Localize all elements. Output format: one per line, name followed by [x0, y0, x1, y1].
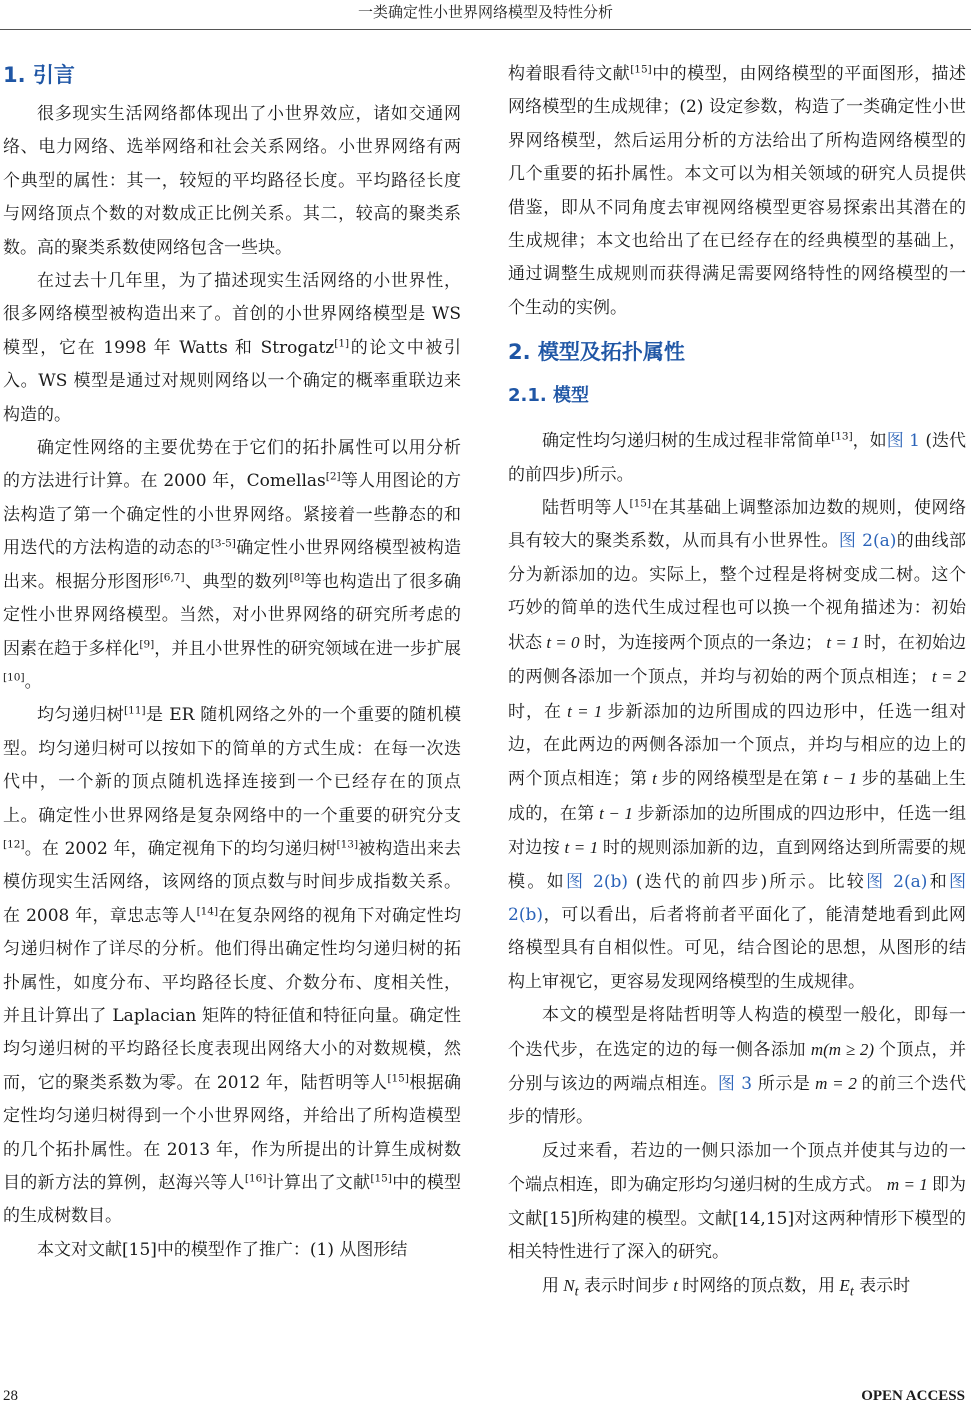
text-run: 在复杂网络的视角下对确定性均匀递归树作了详尽的分析。他们得出确定性均匀递归树的拓扑属性，如度分布、平均路径长度、介数分布、度相关性，并且计算出了 Laplacian 矩阵的特征值和特征向量。确定性均匀递归树的平均路径长度表现出网络大小的对数规模，然而，它的聚类系数为零。在 2012 年，陆哲明等人 — [3, 905, 462, 1093]
paragraph-9 — [508, 1135, 966, 1270]
text-run: 计算出了文献 — [266, 1173, 371, 1193]
math-inline: m = 2 — [810, 1073, 862, 1093]
paragraph-1: 很多现实生活网络都体现出了小世界效应，诸如交通网络、电力网络、选举网络和社会关系网络。小世界网络有两个典型的属性：其一，较短的平均路径长度。平均路径长度与网络顶点个数的对数成正比例关系。其二，较高的聚类系数。高的聚类系数使网络包含一些块。 — [3, 104, 461, 258]
citation-ref[interactable]: [12] — [3, 838, 25, 851]
text-run: 时网络的顶点数，用 — [682, 1276, 836, 1297]
text-run: 步新添加的边所围成的四边形中，任选一组对边，在此两边的两侧各添加一个顶点，并均与相应的边上的两个顶点相连；第 — [508, 701, 967, 790]
text-run: 所示是 — [752, 1073, 811, 1094]
math-inline: m = 1 — [882, 1175, 932, 1195]
figure-3-link[interactable]: 图 3 — [717, 1073, 753, 1094]
text-run: 。 — [24, 671, 42, 692]
page-footer — [0, 1388, 971, 1410]
text-run: 表示时 — [853, 1276, 911, 1297]
math-inline: t = 0 — [542, 632, 584, 652]
math-subscript: t — [849, 1283, 854, 1300]
math-inline: t = 1 — [822, 632, 864, 652]
text-run: 是 ER 随机网络之外的一个重要的随机模型。均匀递归树可以按如下的简单的方式生成：在每一次迭代中，一个新的顶点随机选择连接到一个已经存在的顶点上。确定性小世界网络是复杂网络中的一个重要的研究分支 — [3, 705, 461, 826]
paragraph-7 — [508, 492, 966, 999]
text-run: ，如 — [852, 431, 887, 452]
open-access-label: OPEN ACCESS — [861, 1388, 965, 1404]
citation-ref[interactable]: [3-5] — [210, 537, 236, 550]
citation-ref[interactable]: [8] — [289, 571, 305, 584]
subsection-2-1-heading: 2.1. 模型 — [508, 385, 589, 407]
paragraph-6 — [508, 425, 966, 492]
math-subscript: t — [574, 1283, 579, 1300]
text-run: 时，为连接两个顶点的一条边； — [583, 632, 823, 653]
text-run: 步的基础上生成的，在第 — [508, 769, 967, 824]
math-inline: t = 1 — [559, 838, 603, 858]
citation-ref[interactable]: [16] — [244, 1172, 267, 1185]
text-run: 确定性网络的主要优势在于它们的拓扑属性可以用分析的方法进行计算。在 2000 年，Comellas — [3, 438, 461, 492]
text-run: 、典型的数列 — [184, 571, 290, 592]
text-run: ，可以看出，后者将前者平面化了，能清楚地看到此网络模型具有自相似性。可见，结合图论的思想，从图形的结构上审视它，更容易发现网络模型的生成规律。 — [508, 904, 966, 992]
math-inline: t − 1 — [594, 803, 638, 823]
citation-ref[interactable]: [6,7] — [159, 571, 185, 584]
text-run: 确定性均匀递归树的生成过程非常简单 — [542, 431, 832, 452]
text-run: 等人用图论的方法构造了第一个确定性的小世界网络。紧接着一些静态的和用迭代的方法构造的动态的 — [3, 471, 462, 559]
citation-ref[interactable]: [15] — [630, 63, 652, 76]
citation-ref[interactable]: [15] — [370, 1172, 392, 1185]
paragraph-2 — [3, 265, 461, 432]
citation-ref[interactable]: [14] — [196, 905, 219, 918]
math-inline: t = 2 — [927, 667, 967, 687]
text-run: 反过来看，若边的一侧只添加一个顶点并使其与边的一个端点相连，即为确定形均匀递归树的生成方式。 — [508, 1140, 966, 1196]
left-column — [3, 58, 461, 1267]
math-inline: N — [559, 1276, 575, 1296]
text-run: 。在 2002 年，确定视角下的均匀递归树 — [24, 838, 337, 859]
running-header — [0, 0, 971, 30]
paragraph-8 — [508, 999, 966, 1135]
figure-2a-link[interactable]: 图 2(a) — [838, 531, 897, 552]
text-run: 陆哲明等人 — [542, 498, 630, 519]
running-title: 一类确定性小世界网络模型及特性分析 — [357, 3, 613, 21]
text-run: 时的规则添加新的边，直到网络达到所需要的规模。如 — [508, 838, 967, 892]
text-run: 等也构造出了很多确定性小世界网络模型。当然，对小世界网络的研究所考虑的因素在趋于多样化 — [3, 571, 462, 659]
text-run: 中的模型的生成树数目。 — [3, 1173, 462, 1227]
text-run: 个顶点，并分别与该边的两端点相连。 — [508, 1039, 966, 1094]
citation-ref[interactable]: [2] — [325, 470, 341, 483]
text-run: 的前三个迭代步的情形。 — [508, 1073, 967, 1128]
math-inline: t − 1 — [818, 769, 862, 789]
math-inline: m(m ≥ 2) — [806, 1039, 879, 1059]
text-run: 本文的模型是将陆哲明等人构造的模型一般化，即每一个迭代步，在选定的边的每一侧各添加 — [508, 1005, 966, 1060]
math-inline: t — [647, 769, 662, 789]
paragraph-5-start: 本文对文献[15]中的模型作了推广：(1) 从图形结 — [37, 1239, 408, 1260]
citation-ref[interactable]: [13] — [336, 838, 359, 851]
figure-1-link[interactable]: 图 1 — [886, 431, 920, 452]
citation-ref[interactable]: [1] — [334, 337, 350, 350]
text-run: 被构造出来去模仿现实生活网络，该网络的顶点数与时间步成指数关系。在 2008 年，章忠志等人 — [3, 838, 461, 926]
figure-2b-link[interactable]: 图 2(b) — [565, 871, 628, 892]
right-column — [508, 58, 966, 1309]
text-run: 在过去十几年里，为了描述现实生活网络的小世界性，很多网络模型被构造出来了。首创的小世界网络模型是 WS 模型，它在 1998 年 Watts 和 Strogatz — [3, 271, 461, 358]
math-inline: t = 1 — [561, 701, 608, 721]
text-run: ，并且小世界性的研究领域在进一步扩展 — [154, 638, 462, 659]
text-run: (迭代的前四步)所示。比较 — [627, 871, 867, 892]
text-run: 时，在 — [508, 701, 562, 722]
math-inline: t — [668, 1276, 683, 1296]
text-run: 步的网络模型是在第 — [661, 769, 819, 790]
figure-2a-link[interactable]: 图 2(a) — [866, 871, 928, 892]
citation-ref[interactable]: [11] — [124, 704, 146, 717]
text-run: 表示时间步 — [578, 1276, 669, 1297]
citation-ref[interactable]: [15] — [629, 497, 652, 510]
citation-ref[interactable]: [10] — [3, 671, 25, 684]
text-run: (迭代的前四步)所示。 — [508, 431, 966, 485]
text-run: 的论文中被引入。WS 模型是通过对规则网络以一个确定的概率重联边来构造的。 — [3, 337, 461, 425]
text-run: 用 — [542, 1276, 559, 1297]
text-run: 和 — [927, 871, 950, 892]
citation-ref[interactable]: [15] — [387, 1072, 409, 1085]
paragraph-4 — [3, 699, 461, 1234]
figure-2b-link[interactable]: 图 2(b) — [508, 871, 967, 925]
text-run: 确定性小世界网络模型被构造出来。根据分形图形 — [3, 538, 462, 592]
citation-ref[interactable]: [9] — [139, 637, 155, 650]
text-run: 中的模型，由网络模型的平面图形，描述网络模型的生成规律；(2) 设定参数，构造了一类确定性小世界网络模型，然后运用分析的方法给出了所构造网络模型的几个重要的拓扑属性。本文可以为相关领域的研究人员提供借鉴，即从不同角度去审视网络模型更容易探索出其潜在的生成规律；本文也给出了在已经存在的经典模型的基础上，通过调整生成规则而获得满足需要网络特性的网络模型的一个生动的实例。 — [508, 64, 966, 318]
page-number: 28 — [3, 1388, 18, 1404]
text-run: 在其基础上调整添加边数的规则，使网络具有较大的聚类系数，从而具有小世界性。 — [508, 498, 967, 552]
paragraph-5-cont — [508, 58, 966, 325]
text-run: 时，在初始边的两侧各添加一个顶点，并均与初始的两个顶点相连； — [508, 632, 966, 688]
text-run: 即为文献[15]所构建的模型。文献[14,15]对这两种情形下模型的相关特性进行了深入的研究。 — [508, 1175, 967, 1262]
section-2-heading: 2. 模型及拓扑属性 — [508, 340, 685, 365]
paragraph-3 — [3, 432, 461, 699]
paragraph-10 — [508, 1269, 966, 1309]
text-run: 的曲线部分为新添加的边。实际上，整个过程是将树变成二树。这个巧妙的简单的迭代生成过程也可以换一个视角描述为：初始状态 — [508, 531, 967, 653]
math-inline: E — [835, 1276, 850, 1296]
text-run: 步新添加的边所围成的四边形中，任选一组对边按 — [508, 803, 967, 859]
section-1-heading: 1. 引言 — [3, 63, 75, 87]
citation-ref[interactable]: [13] — [831, 430, 853, 443]
text-run: 构着眼看待文献 — [508, 64, 631, 84]
text-run: 根据确定性均匀递归树得到一个小世界网络，并给出了所构造模型的几个拓扑属性。在 2013 年，作为所提出的计算生成树数目的新方法的算例，赵海兴等人 — [3, 1072, 461, 1193]
text-run: 均匀递归树 — [37, 705, 125, 726]
